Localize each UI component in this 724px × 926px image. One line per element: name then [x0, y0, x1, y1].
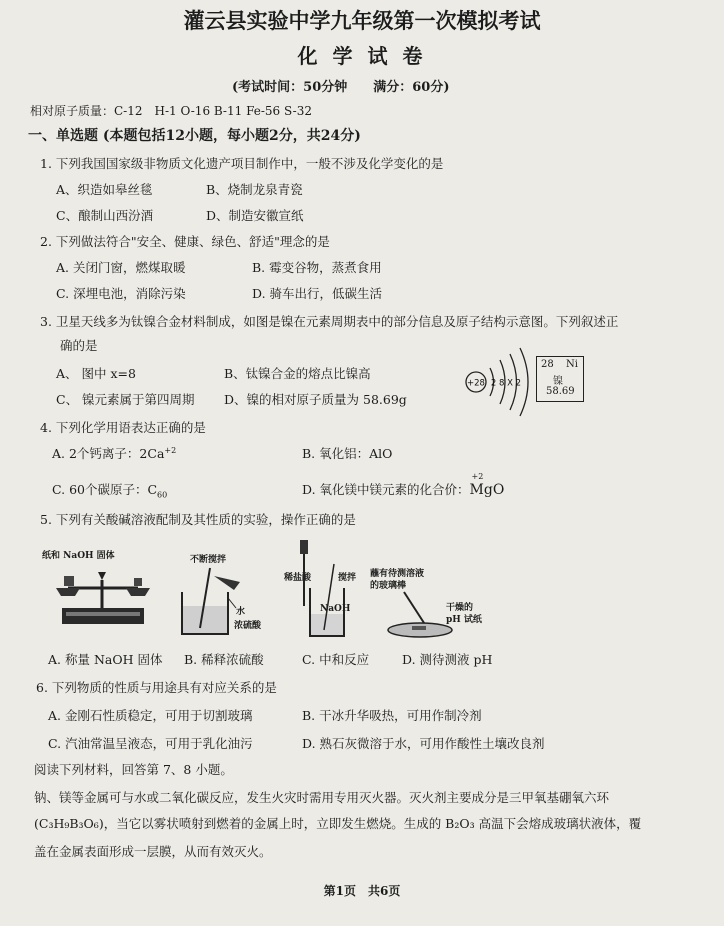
q1-option-b: B、烧制龙泉青瓷: [206, 182, 303, 197]
q4-option-d: [302, 472, 505, 499]
fig-b-caption-water: 水: [236, 607, 246, 617]
fig-b-caption-acid: 浓硫酸: [234, 621, 262, 631]
q6-option-b: B. 干冰升华吸热，可用作制冷剂: [302, 708, 482, 723]
periodic-table-cell-nickel: [536, 356, 584, 402]
element-name: 镍: [553, 376, 563, 387]
atom-nucleus-label: +28: [467, 378, 485, 389]
q5-figure-d-ph-test: [370, 566, 490, 640]
q2-option-c: C. 深埋电池，消除污染: [56, 286, 186, 301]
q5-option-d: D. 测待测液 pH: [402, 652, 493, 667]
q1-stem: 1. 下列我国国家级非物质文化遗产项目制作中，一般不涉及化学变化的是: [40, 156, 444, 171]
school-title: 灌云县实验中学九年级第一次模拟考试: [183, 8, 541, 33]
q3-stem: 3. 卫星天线多为钛镍合金材料制成，如图是镍在元素周期表中的部分信息及原子结构示意图。下列叙述正: [40, 314, 619, 329]
fig-c-caption-acid: 稀盐酸: [284, 573, 312, 583]
fig-c-caption-stir: 搅拌: [338, 573, 357, 583]
reading-line-3: 盖在金属表面形成一层膜，从而有效灭火。: [34, 844, 272, 859]
q2-option-d: D. 骑车出行，低碳生活: [252, 286, 383, 301]
element-symbol: Ni: [566, 359, 578, 370]
section-heading: 一、单选题 (本题包括12小题，每小题2分，共24分): [28, 128, 361, 144]
fig-d-caption-rod2: 的玻璃棒: [370, 581, 407, 591]
q5-option-a: A. 称量 NaOH 固体: [48, 652, 163, 667]
reading-line-2: (C₃H₉B₃O₆)，当它以雾状喷射到燃着的金属上时，立即发生燃烧。生成的 B₂O₃ 高温下会熔成玻璃状液体，覆: [34, 816, 642, 831]
exam-info: (考试时间：50分钟 满分：60分): [232, 80, 450, 95]
atomic-masses: 相对原子质量：C-12 H-1 O-16 B-11 Fe-56 S-32: [30, 104, 312, 118]
q4-option-d-formula: MgO: [469, 482, 505, 498]
fig-d-caption-paper2: pH 试纸: [446, 615, 482, 625]
q3-option-a: A、 图中 x=8: [56, 366, 136, 381]
q3-option-b: B、钛镍合金的熔点比镍高: [224, 366, 371, 381]
nickel-atom-structure-diagram: [462, 346, 544, 418]
q4-option-c-subscript: 60: [157, 490, 168, 500]
q1-option-d: D、制造安徽宣纸: [206, 208, 304, 223]
q2-option-a: A. 关闭门窗，燃煤取暖: [56, 260, 186, 275]
q2-stem: 2. 下列做法符合"安全、健康、绿色、舒适"理念的是: [40, 234, 330, 249]
fig-d-caption-paper1: 干燥的: [446, 603, 474, 613]
q4-option-a-text: A. 2个钙离子：2Ca: [52, 446, 165, 462]
q4-option-c-text: C. 60个碳原子：C: [52, 482, 158, 497]
q4-option-b: B. 氧化铝：AlO: [302, 446, 393, 461]
reading-intro: 阅读下列材料，回答第 7、8 小题。: [34, 762, 233, 777]
beaker-dilution-icon: [170, 548, 270, 640]
q4-option-d-text: D. 氧化镁中镁元素的化合价：: [302, 482, 470, 497]
page-number: 第1页 共6页: [323, 884, 401, 898]
fig-c-caption-naoh: NaOH: [320, 604, 351, 614]
q3-stem-continued: 确的是: [60, 338, 98, 353]
q6-option-d: D. 熟石灰微溶于水，可用作酸性土壤改良剂: [302, 736, 545, 751]
q4-stem: 4. 下列化学用语表达正确的是: [40, 420, 206, 435]
q6-stem: 6. 下列物质的性质与用途具有对应关系的是: [36, 680, 277, 695]
element-number: 28: [541, 359, 554, 370]
ph-paper-dish-icon: [370, 566, 490, 640]
fig-a-caption: 纸和 NaOH 固体: [42, 551, 115, 561]
q4-option-d-charge: +2: [471, 472, 484, 481]
q3-option-d: D、镍的相对原子质量为 58.69g: [224, 392, 407, 407]
q3-option-c: C、 镍元素属于第四周期: [56, 392, 195, 407]
balance-scale-icon: [42, 548, 160, 640]
element-mass: 58.69: [546, 386, 575, 397]
fig-d-caption-rod1: 蘸有待测溶液: [370, 569, 425, 579]
q1-option-a: A、织造如皋丝毯: [56, 182, 153, 197]
q2-option-b: B. 霉变谷物，蒸煮食用: [252, 260, 382, 275]
q5-option-b: B. 稀释浓硫酸: [184, 652, 264, 667]
q1-option-c: C、酿制山西汾酒: [56, 208, 154, 223]
q6-option-a: A. 金刚石性质稳定，可用于切割玻璃: [48, 708, 253, 723]
dropper-beaker-icon: [294, 540, 364, 640]
q5-figure-c-neutralization: [284, 540, 364, 640]
reading-line-1: 钠、镁等金属可与水或二氧化碳反应，发生火灾时需用专用灭火器。灭火剂主要成分是三甲氧基硼氧六环: [34, 790, 610, 805]
atom-shells-label: 2 8 X 2: [490, 378, 522, 389]
q5-figure-b-dilution: [170, 548, 270, 640]
q5-stem: 5. 下列有关酸碱溶液配制及其性质的实验，操作正确的是: [40, 512, 356, 527]
q6-option-c: C. 汽油常温呈液态，可用于乳化油污: [48, 736, 253, 751]
q4-option-a: [52, 446, 176, 461]
q5-figure-a-balance: [42, 548, 160, 640]
subject-title: 化 学 试 卷: [297, 44, 427, 68]
q5-option-c: C. 中和反应: [302, 652, 370, 667]
fig-b-caption-stir: 不断搅拌: [190, 555, 227, 565]
q4-option-c: [52, 482, 167, 500]
q4-option-a-charge: +2: [164, 446, 177, 455]
